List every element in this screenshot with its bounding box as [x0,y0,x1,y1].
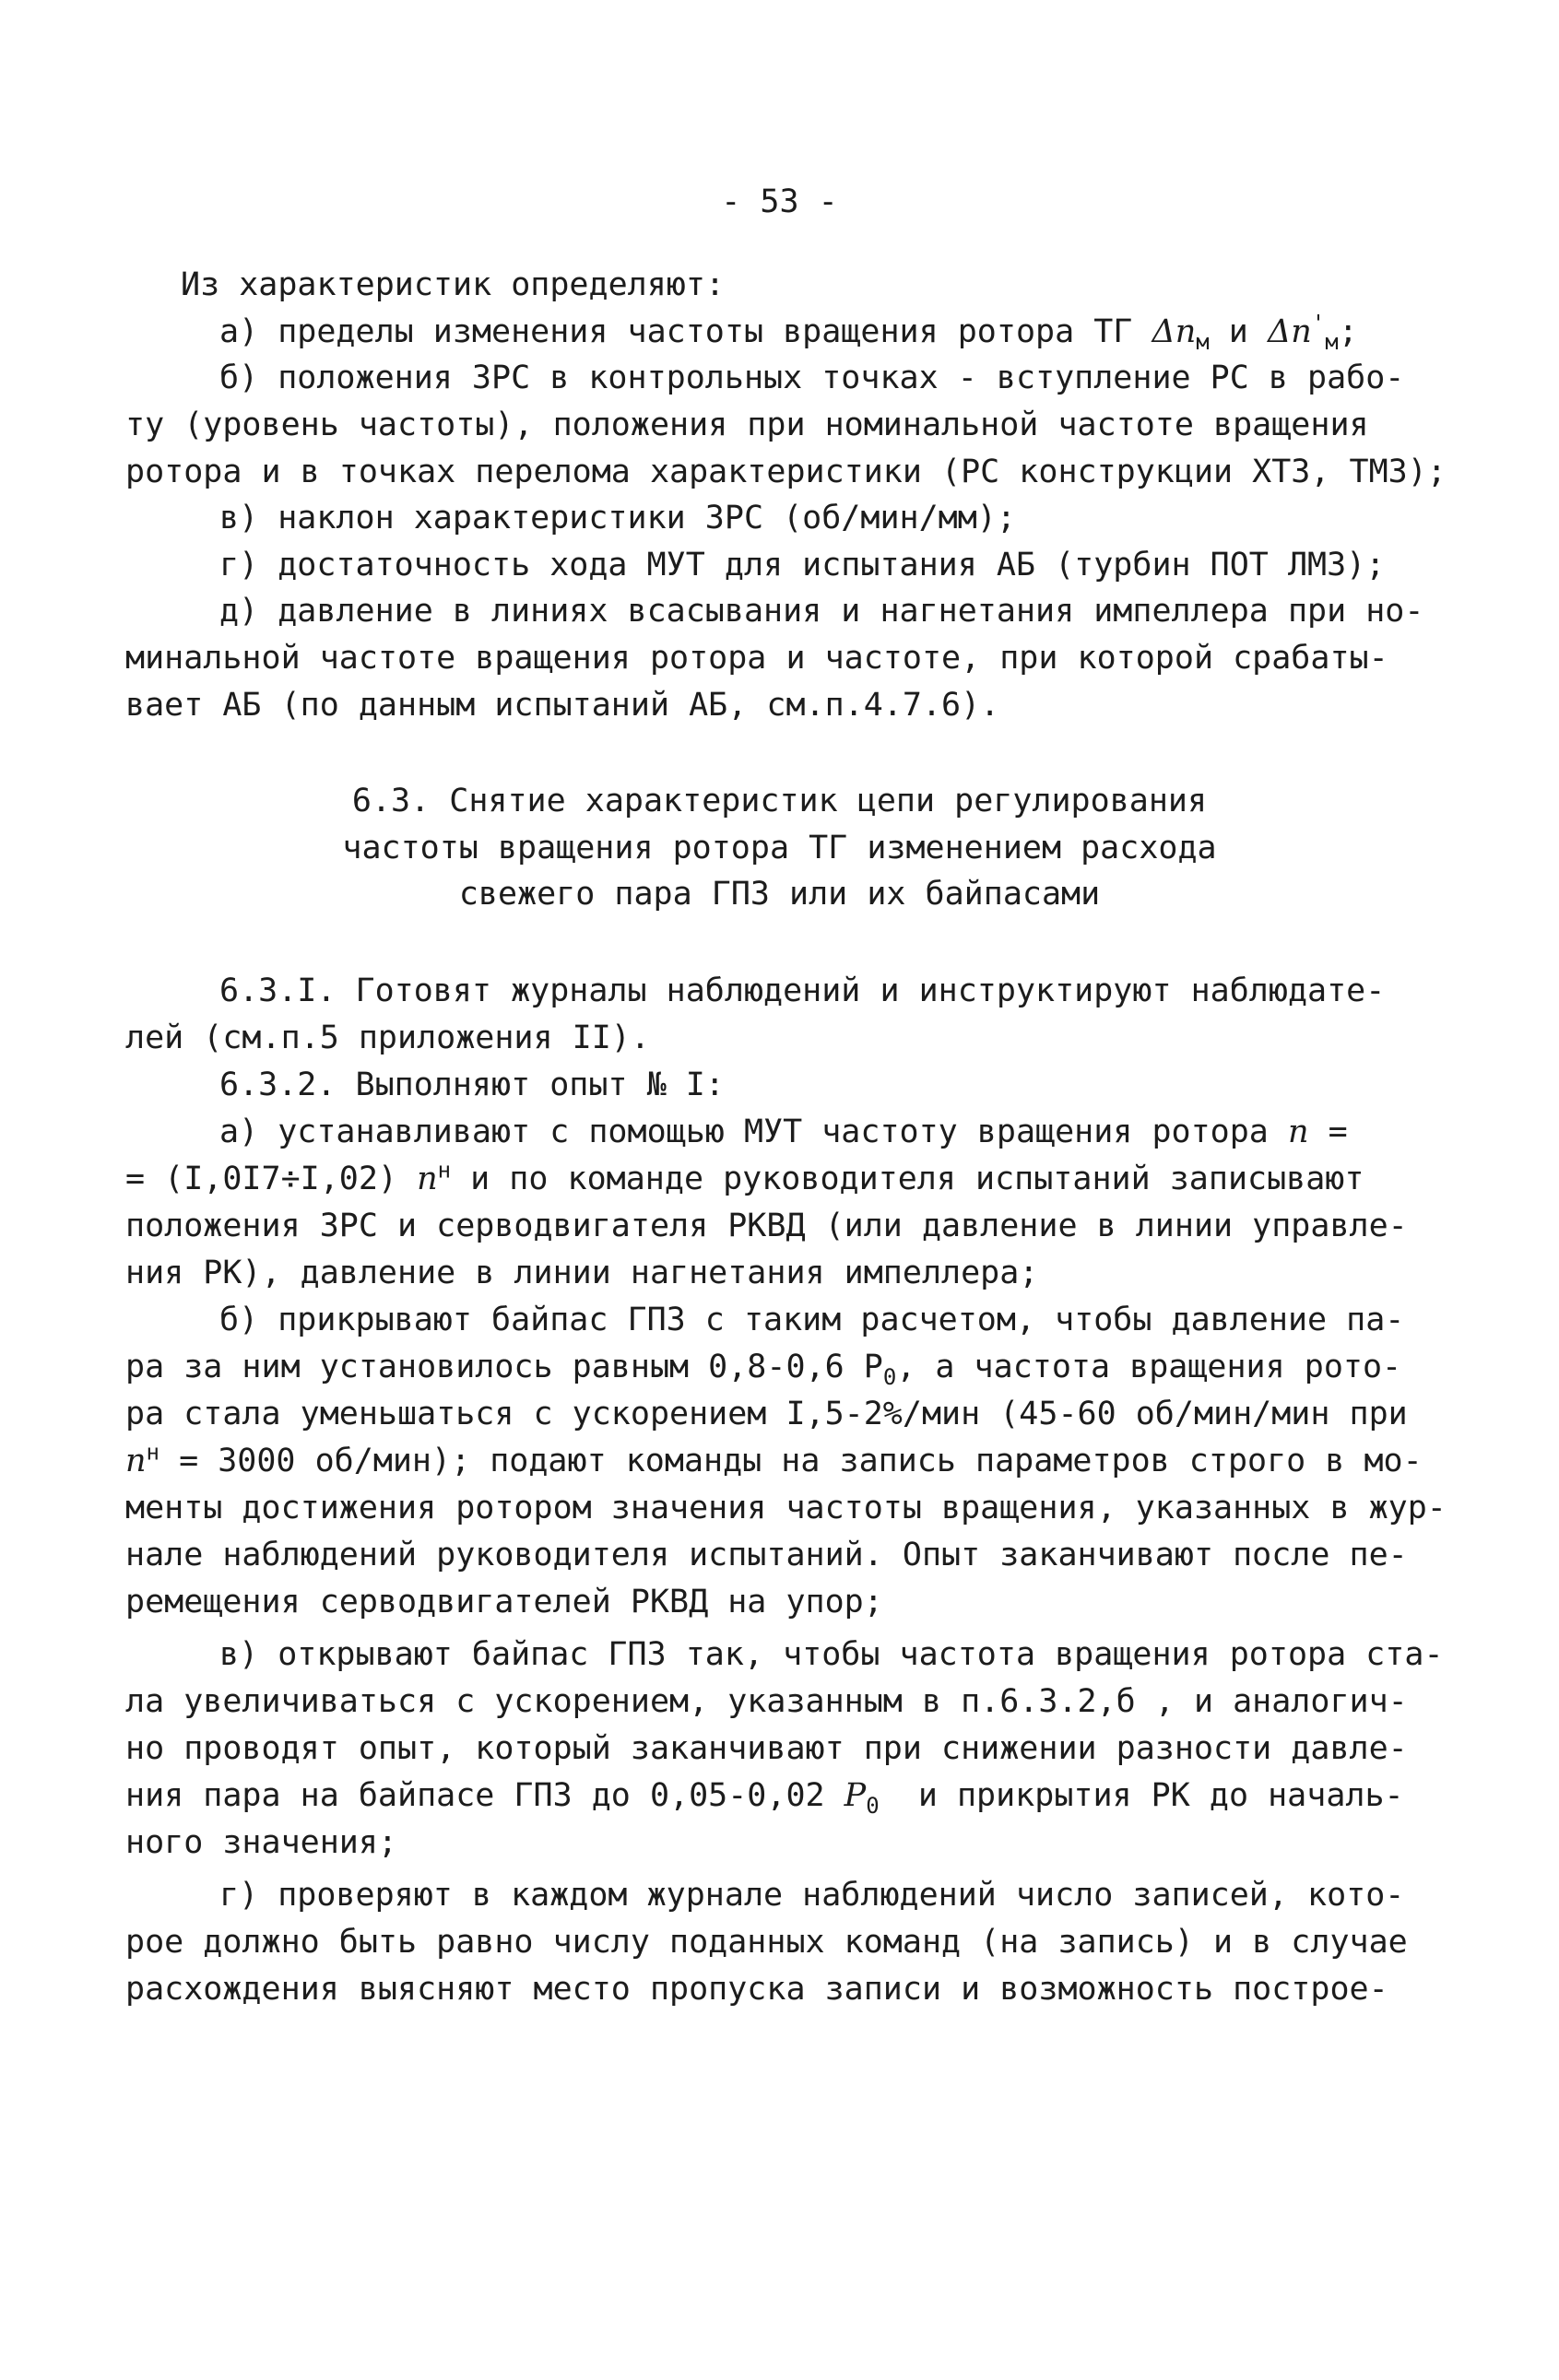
n-symbol: n [1287,1113,1309,1150]
step-g-line-1: г) проверяют в каждом журнале наблюдений число записей, кото- [219,1877,1405,1914]
section-heading-line-2: частоты вращения ротора ТГ изменением расхода [342,830,1217,866]
item-a-end: ; [1338,313,1358,350]
step-v-line-3: но проводят опыт, который заканчивают при снижении разности давле- [125,1730,1408,1767]
n-nominal-symbol-2: n [125,1443,147,1479]
delta-n-subscript: м [1196,329,1210,355]
p0-symbol: P [844,1777,867,1814]
item-a-conjunction: и [1209,313,1268,350]
step-v-line-5: ного значения; [125,1824,398,1861]
item-d-line-1: д) давление в линиях всасывания и нагнетания импеллера при но- [219,593,1424,630]
step-b-line-1: б) прикрывают байпас ГПЗ с таким расчетом, чтобы давление па- [219,1302,1405,1338]
step-g-line-2: рое должно быть равно числу поданных команд (на запись) и в случае [125,1924,1408,1961]
delta-n-symbol: Δn [1152,313,1197,350]
page-number: - 53 - [721,183,838,220]
delta-n-prime-subscript: м [1325,329,1339,355]
step-a-text-2: = (I,0I7÷I,02) [125,1161,418,1197]
p632-line: 6.3.2. Выполняют опыт № I: [219,1066,725,1103]
step-g-line-3: расхождения выясняют место пропуска записи и возможность построе- [125,1971,1388,2008]
step-a-text-2-end: и по команде руководителя испытаний записывают [451,1161,1364,1197]
step-v-line-1: в) открывают байпас ГПЗ так, чтобы частота вращения ротора ста- [219,1636,1444,1673]
step-a-line-1 [219,1109,1348,1156]
step-a-line-4: ния РК), давление в линии нагнетания импеллера; [125,1255,1039,1291]
n-nominal-symbol: n [417,1161,438,1197]
step-b-line-6: нале наблюдений руководителя испытаний. Опыт заканчивают после пе- [125,1537,1408,1573]
section-heading-line-1: 6.3. Снятие характеристик цепи регулирования [351,783,1208,819]
p0-subscript: 0 [882,1364,897,1390]
p631-line-1: 6.3.I. Готовят журналы наблюдений и инструктируют наблюдате- [219,972,1386,1009]
step-b-line-4 [125,1438,1423,1485]
step-a-equals: = [1308,1113,1348,1150]
step-b-line-5: менты достижения ротором значения частоты вращения, указанных в жур- [125,1490,1447,1526]
n-nominal-superscript-2: н [146,1439,159,1466]
step-v-line-2: ла увеличиваться с ускорением, указанным в п.6.3.2,б , и аналогич- [125,1683,1408,1720]
step-a-line-2 [125,1156,1364,1203]
step-b-line-3: ра стала уменьшаться с ускорением I,5-2%/мин (45-60 об/мин/мин при [125,1396,1408,1432]
step-b-text-2-end: , а частота вращения рото- [896,1349,1402,1385]
step-a-line-3: положения ЗРС и серводвигателя РКВД (или давление в линии управле- [125,1208,1408,1244]
n-nominal-superscript: н [437,1157,452,1184]
item-v-line: в) наклон характеристики ЗРС (об/мин/мм); [219,500,1016,536]
p0-subscript-2: 0 [866,1793,880,1819]
step-b-text-4: = 3000 об/мин); подают команды на запись параметров строго в мо- [159,1443,1423,1479]
step-b-line-2 [125,1344,1401,1391]
step-v-text-4: ния пара на байпасе ГПЗ до 0,05-0,02 [125,1777,844,1814]
step-v-line-4 [125,1773,1404,1820]
item-a-line [219,309,1358,356]
step-b-text-2: ра за ним установилось равным 0,8-0,6 P [125,1349,883,1385]
step-a-text-1: а) устанавливают с помощью МУТ частоту вращения ротора [219,1113,1288,1150]
intro-line: Из характеристик определяют: [181,266,726,303]
item-b-line-2: ту (уровень частоты), положения при номинальной частоте вращения [125,406,1369,443]
item-b-line-1: б) положения ЗРС в контрольных точках - вступление РС в рабо- [219,359,1405,396]
p631-line-2: лей (см.п.5 приложения II). [125,1019,650,1056]
item-d-line-3: вает АБ (по данным испытаний АБ, см.п.4.7.6). [125,687,1000,724]
delta-n-prime-mark: ' [1311,310,1326,336]
section-heading-line-3: свежего пара ГПЗ или их байпасами [458,876,1101,913]
step-b-line-7: ремещения серводвигателей РКВД на упор; [125,1584,883,1620]
item-d-line-2: минальной частоте вращения ротора и частоте, при которой срабаты- [125,640,1388,677]
step-v-text-4-end: и прикрытия РК до началь- [879,1777,1404,1814]
item-a-text: а) пределы изменения частоты вращения ротора ТГ [219,313,1152,350]
item-g-line: г) достаточность хода МУТ для испытания АБ (турбин ПОТ ЛМЗ); [219,547,1386,583]
item-b-line-3: ротора и в точках перелома характеристики (РС конструкции ХТЗ, ТМЗ); [125,454,1447,490]
delta-n-prime-symbol: Δn [1267,313,1312,350]
